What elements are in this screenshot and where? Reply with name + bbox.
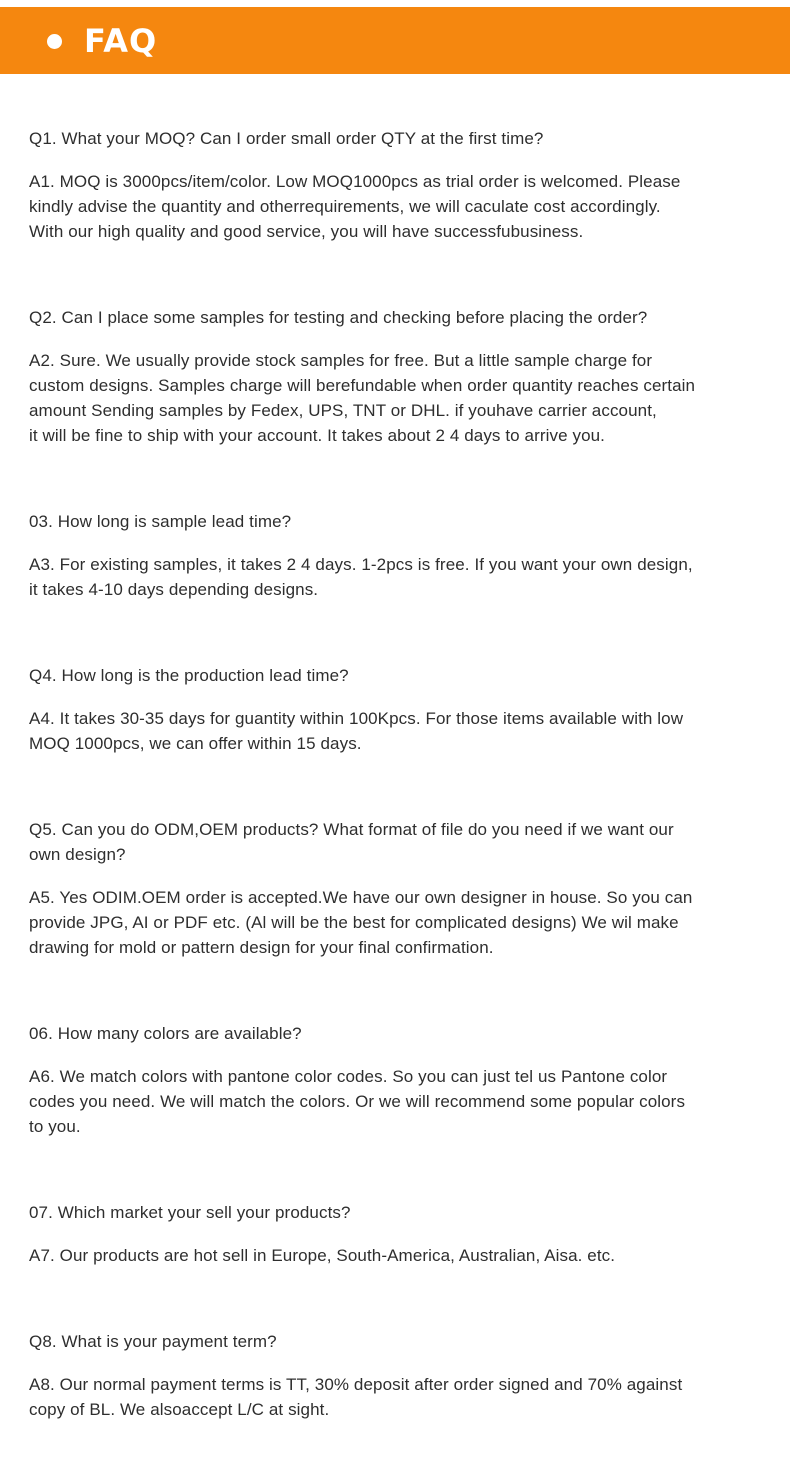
- faq-question-5: Q5. Can you do ODM,OEM products? What format of file do you need if we want our own design?: [29, 820, 674, 864]
- faq-item-1: [29, 108, 779, 262]
- faq-question-8: Q8. What is your payment term?: [29, 1332, 277, 1351]
- faq-answer-3: A3. For existing samples, it takes 2 4 days. 1-2pcs is free. If you want your own design, it takes 4-10 days depending designs.: [29, 555, 693, 599]
- faq-answer-7: A7. Our products are hot sell in Europe, South-America, Australian, Aisa. etc.: [29, 1246, 616, 1265]
- faq-answer-5: A5. Yes ODIM.OEM order is accepted.We have our own designer in house. So you can provide JPG, AI or PDF etc. (Al will be the best for complicated designs) We wil make drawing for mold or pattern design for your final confirmation.: [29, 888, 693, 957]
- faq-item-5: [29, 799, 779, 978]
- faq-item-4: [29, 645, 779, 774]
- faq-title: FAQ: [84, 22, 158, 60]
- faq-question-1: Q1. What your MOQ? Can I order small order QTY at the first time?: [29, 129, 544, 148]
- circle-bullet-icon: [47, 34, 62, 49]
- faq-item-2: [29, 287, 779, 466]
- faq-header-banner: [0, 7, 790, 74]
- faq-question-2: Q2. Can I place some samples for testing and checking before placing the order?: [29, 308, 648, 327]
- faq-answer-2: A2. Sure. We usually provide stock samples for free. But a little sample charge for custom designs. Samples charge will berefundable when order quantity reaches certain amount Sending samples by Fedex, UPS, TNT or DHL. if youhave carrier account, it will be fine to ship with your account. It takes about 2 4 days to arrive you.: [29, 351, 696, 445]
- faq-list: [29, 108, 779, 1465]
- faq-answer-1: A1. MOQ is 3000pcs/item/color. Low MOQ1000pcs as trial order is welcomed. Please kindly advise the quantity and otherrequirements, we will caculate cost accordingly. With our high quality and good service, you will have successfubusiness.: [29, 172, 681, 241]
- faq-answer-4: A4. It takes 30-35 days for guantity within 100Kpcs. For those items available with low MOQ 1000pcs, we can offer within 15 days.: [29, 709, 684, 753]
- faq-item-7: [29, 1182, 779, 1286]
- faq-item-3: [29, 491, 779, 620]
- faq-question-4: Q4. How long is the production lead time?: [29, 666, 349, 685]
- faq-answer-6: A6. We match colors with pantone color codes. So you can just tel us Pantone color codes you need. We will match the colors. Or we will recommend some popular colors to you.: [29, 1067, 686, 1136]
- faq-question-3: 03. How long is sample lead time?: [29, 512, 292, 531]
- faq-question-7: 07. Which market your sell your products?: [29, 1203, 351, 1222]
- faq-question-6: 06. How many colors are available?: [29, 1024, 302, 1043]
- faq-item-6: [29, 1003, 779, 1157]
- faq-answer-8: A8. Our normal payment terms is TT, 30% deposit after order signed and 70% against copy of BL. We alsoaccept L/C at sight.: [29, 1375, 683, 1419]
- faq-item-8: [29, 1311, 779, 1440]
